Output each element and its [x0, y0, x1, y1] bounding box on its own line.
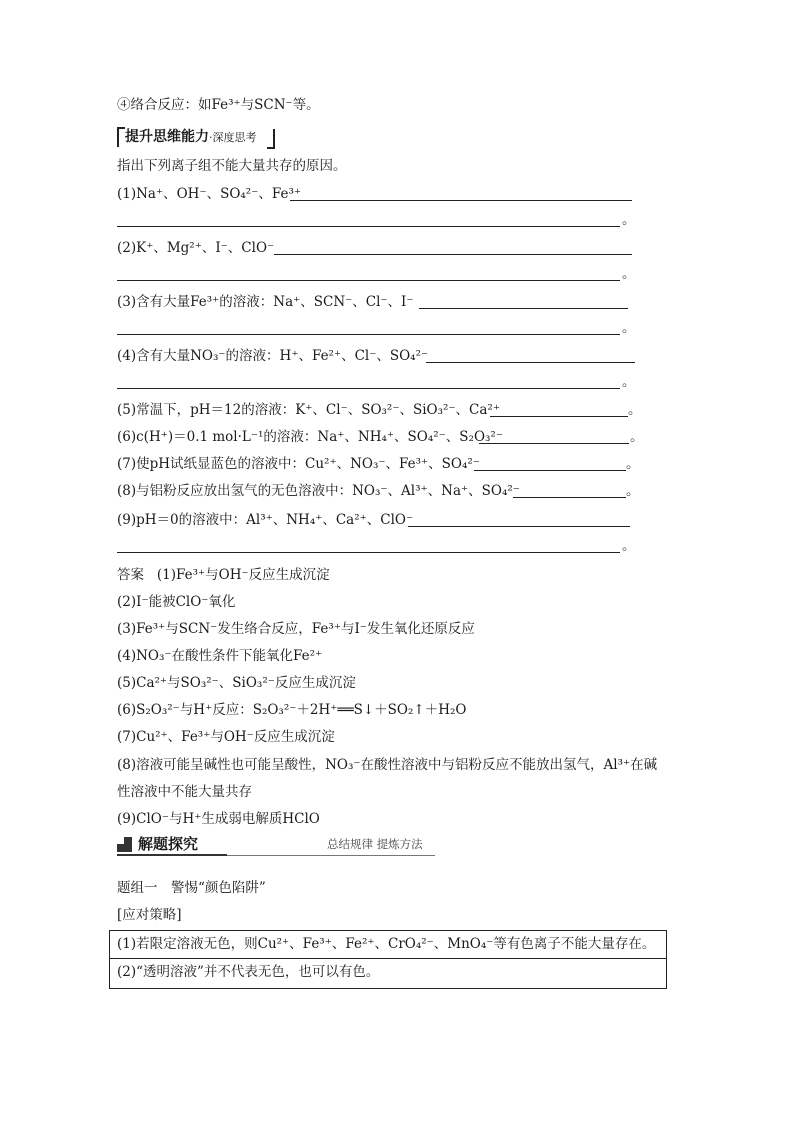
jieti-subtitle: 总结规律 提炼方法 — [327, 837, 423, 851]
section-square-icon — [117, 837, 132, 852]
period-mark: 。 — [626, 483, 640, 499]
box-line-1: (1)若限定溶液无色，则Cu²⁺、Fe³⁺、Fe²⁺、CrO₄²⁻、MnO₄⁻等有色离子不能大量存在。 — [117, 936, 656, 952]
intro-line: ④络合反应：如Fe³⁺与SCN⁻等。 — [117, 97, 320, 113]
question-8: (8)与铝粉反应放出氢气的无色溶液中：NO₃⁻、Al³⁺、Na⁺、SO₄²⁻ — [117, 483, 520, 499]
section-title: 提升思维能力·深度思考 — [125, 129, 257, 145]
answer-line-3: (3)Fe³⁺与SCN⁻发生络合反应，Fe³⁺与I⁻发生氧化还原反应 — [117, 621, 475, 637]
answer-blank — [290, 200, 632, 201]
box-divider — [110, 958, 666, 959]
answer-label: 答案 — [117, 567, 144, 583]
box-line-2: (2)“透明溶液”并不代表无色，也可以有色。 — [117, 964, 380, 980]
answer-blank — [419, 308, 628, 309]
answer-blank — [117, 226, 620, 227]
answer-blank — [479, 443, 629, 444]
strategy-box — [109, 930, 667, 989]
question-9: (9)pH＝0的溶液中：Al³⁺、NH₄⁺、Ca²⁺、ClO⁻ — [117, 512, 414, 528]
question-6: (6)c(H⁺)＝0.1 mol·L⁻¹的溶液：Na⁺、NH₄⁺、SO₄²⁻、S₂O₃²⁻ — [117, 429, 503, 445]
answer-blank — [117, 334, 620, 335]
question-5: (5)常温下，pH＝12的溶液：K⁺、Cl⁻、SO₃²⁻、SiO₃²⁻、Ca²⁺ — [117, 402, 500, 418]
answer-blank — [117, 388, 620, 389]
answer-line-4: (4)NO₃⁻在酸性条件下能氧化Fe²⁺ — [117, 648, 323, 664]
question-4: (4)含有大量NO₃⁻的溶液：H⁺、Fe²⁺、Cl⁻、SO₄²⁻ — [117, 348, 429, 364]
period-mark: 。 — [622, 538, 636, 554]
question-3: (3)含有大量Fe³⁺的溶液：Na⁺、SCN⁻、Cl⁻、I⁻ — [117, 294, 414, 310]
answer-line-6: (6)S₂O₃²⁻与H⁺反应：S₂O₃²⁻＋2H⁺══S↓＋SO₂↑＋H₂O — [117, 702, 467, 718]
question-1: (1)Na⁺、OH⁻、SO₄²⁻、Fe³⁺ — [117, 186, 301, 202]
answer-line-9: (9)ClO⁻与H⁺生成弱电解质HClO — [117, 811, 320, 827]
answer-blank — [426, 362, 635, 363]
answer-line-8-cont: 性溶液中不能大量共存 — [117, 784, 252, 800]
strategy-label: [应对策略] — [117, 907, 182, 923]
period-mark: 。 — [622, 212, 636, 228]
answer-blank — [513, 497, 626, 498]
answer-blank — [117, 552, 620, 553]
answer-line-5: (5)Ca²⁺与SO₃²⁻、SiO₃²⁻反应生成沉淀 — [117, 675, 356, 691]
answer-line-2: (2)I⁻能被ClO⁻氧化 — [117, 594, 236, 610]
period-mark: 。 — [630, 429, 644, 445]
answer-line-7: (7)Cu²⁺、Fe³⁺与OH⁻反应生成沉淀 — [117, 729, 335, 745]
period-mark: 。 — [622, 266, 636, 282]
question-2: (2)K⁺、Mg²⁺、I⁻、ClO⁻ — [117, 240, 275, 256]
answer-blank — [490, 416, 628, 417]
answer-blank — [408, 526, 630, 527]
period-mark: 。 — [626, 456, 640, 472]
answer-blank — [474, 470, 626, 471]
answer-line-8: (8)溶液可能呈碱性也可能呈酸性，NO₃⁻在酸性溶液中与铝粉反应不能放出氢气，Al³⁺在碱 — [117, 757, 658, 773]
answer-blank — [274, 254, 632, 255]
header-rule-accent — [117, 854, 227, 856]
jieti-header — [117, 834, 435, 856]
jieti-title: 解题探究 — [138, 835, 199, 853]
period-mark: 。 — [628, 402, 642, 418]
period-mark: 。 — [622, 320, 636, 336]
bracket-right-decor — [267, 129, 275, 149]
group-title: 题组一 警惕“颜色陷阱” — [117, 880, 266, 896]
answer-line-1: 答案 (1)Fe³⁺与OH⁻反应生成沉淀 — [117, 567, 330, 583]
period-mark: 。 — [622, 374, 636, 390]
question-7: (7)使pH试纸显蓝色的溶液中：Cu²⁺、NO₃⁻、Fe³⁺、SO₄²⁻ — [117, 456, 480, 472]
bracket-left-decor — [117, 127, 125, 147]
answer-blank — [117, 280, 620, 281]
prompt-text: 指出下列离子组不能大量共存的原因。 — [117, 158, 347, 174]
